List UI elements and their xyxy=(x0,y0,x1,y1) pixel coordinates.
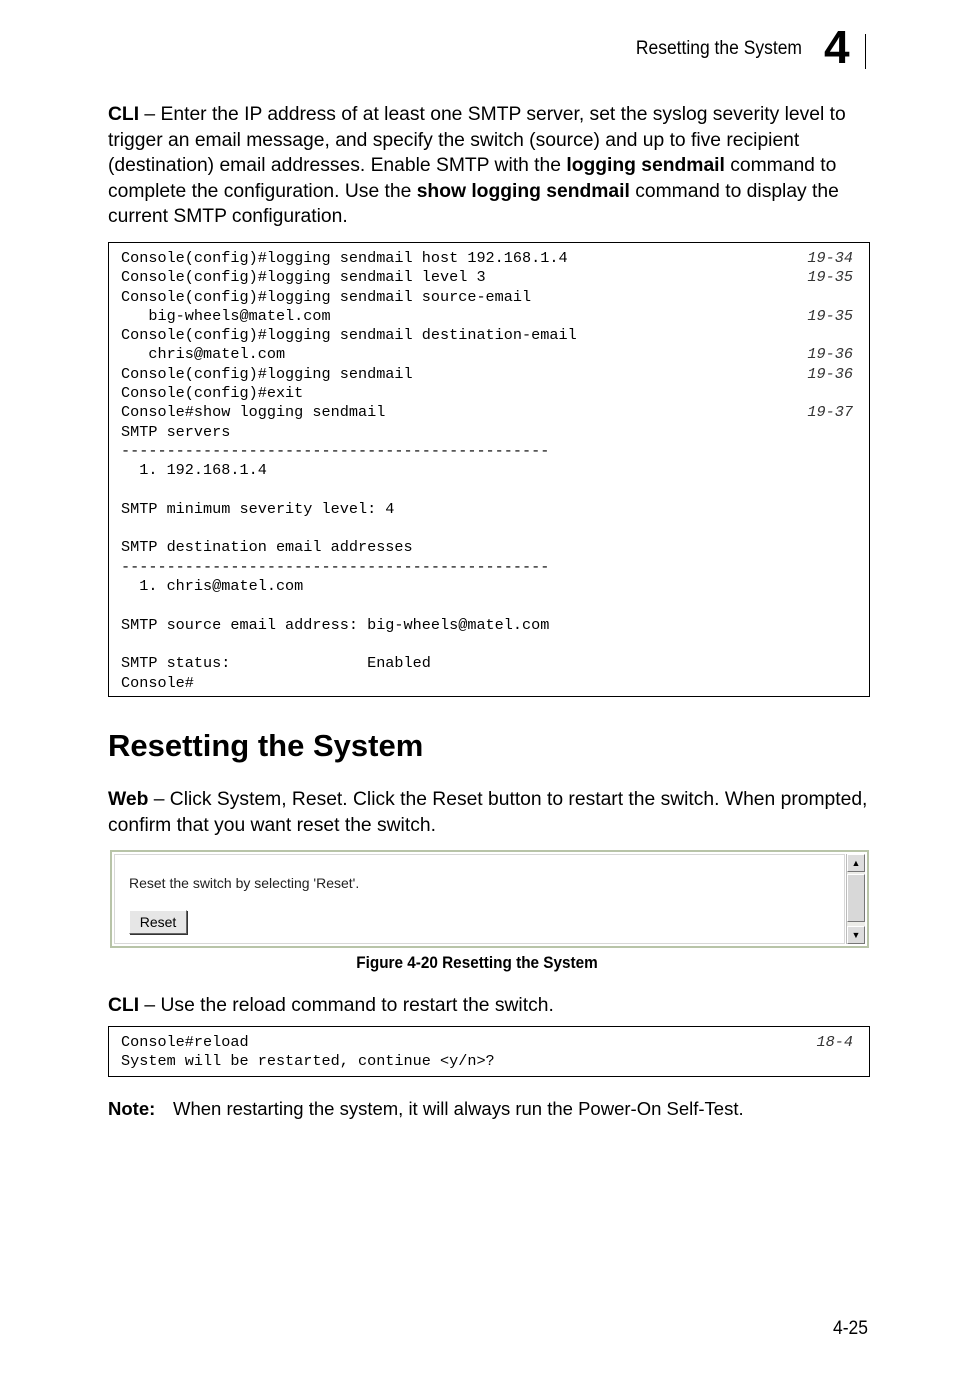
intro-text-2: command to complete the configuration. Use the xyxy=(108,155,837,202)
code-line xyxy=(121,442,853,461)
code-line-text: Console(config)#logging sendmail destination-email xyxy=(121,326,577,345)
code-line xyxy=(121,674,853,693)
code-line-text: Console(config)#exit xyxy=(121,384,304,403)
code-block-sendmail xyxy=(108,242,870,697)
code-line-text: SMTP source email address: big-wheels@matel.com xyxy=(121,615,550,634)
code-line-text: Console(config)#logging sendmail xyxy=(121,364,413,383)
code-line-text: System will be restarted, continue <y/n>? xyxy=(121,1052,495,1071)
code-line-text: SMTP minimum severity level: 4 xyxy=(121,499,395,518)
intro-text-1: – Enter the IP address of at least one SMTP server, set the syslog severity level to trigger an email message, and specify the switch (source) and up to five recipient (destination) email addresses. Enable SMTP with the xyxy=(108,104,846,176)
code-line xyxy=(121,307,853,326)
code-line xyxy=(121,538,853,557)
code-block-reload xyxy=(108,1026,870,1077)
scroll-thumb[interactable] xyxy=(847,874,865,922)
reset-panel xyxy=(114,854,845,944)
scroll-down-icon[interactable]: ▼ xyxy=(847,926,865,944)
code-line-text: SMTP servers xyxy=(121,422,231,441)
page-number: 4-25 xyxy=(833,1318,868,1339)
code-line xyxy=(121,558,853,577)
code-line-text: SMTP status: Enabled xyxy=(121,654,431,673)
cli-text: – Use the reload command to restart the switch. xyxy=(139,995,554,1016)
scroll-up-icon[interactable]: ▲ xyxy=(847,854,865,872)
code-line xyxy=(121,345,853,364)
code-line-text: Console(config)#logging sendmail host 192.168.1.4 xyxy=(121,249,568,267)
code-line-reference: 19-34 xyxy=(807,249,853,267)
code-line-text: Console#reload xyxy=(121,1033,249,1051)
code-line xyxy=(121,577,853,596)
cli-paragraph xyxy=(108,993,870,1019)
web-paragraph xyxy=(108,787,870,838)
code-line-text: chris@matel.com xyxy=(121,345,286,364)
code-line xyxy=(121,1033,853,1052)
code-line-reference: 19-35 xyxy=(807,268,853,287)
code-line-text: big-wheels@matel.com xyxy=(121,306,331,325)
code-line-reference: 18-4 xyxy=(816,1033,853,1051)
code-line-text: SMTP destination email addresses xyxy=(121,538,413,557)
web-text: – Click System, Reset. Click the Reset button to restart the switch. When prompted, confirm that you want reset the switch. xyxy=(108,789,868,836)
intro-paragraph xyxy=(108,102,870,230)
code-line-text: Console(config)#logging sendmail level 3 xyxy=(121,268,486,287)
reset-button[interactable]: Reset xyxy=(129,910,187,934)
intro-text-3: command to display the current SMTP configuration. xyxy=(108,180,839,227)
web-lead: Web xyxy=(108,789,149,810)
reset-message: Reset the switch by selecting 'Reset'. xyxy=(129,875,360,891)
code-line xyxy=(121,365,853,384)
code-line xyxy=(121,288,853,307)
code-line-reference: 19-36 xyxy=(807,364,853,383)
code-line xyxy=(121,423,853,442)
code-line-reference: 19-35 xyxy=(807,306,853,325)
code-line xyxy=(121,326,853,345)
code-line xyxy=(121,596,853,615)
code-line xyxy=(121,384,853,403)
intro-command-2: show logging sendmail xyxy=(416,180,630,202)
intro-command-1: logging sendmail xyxy=(566,155,725,176)
code-line xyxy=(121,500,853,519)
code-line xyxy=(121,249,853,268)
code-line-text: ----------------------------------------------- xyxy=(121,441,550,460)
note-label: Note: xyxy=(108,1098,156,1119)
code-line xyxy=(121,616,853,635)
code-line xyxy=(121,519,853,538)
code-line-reference: 19-36 xyxy=(807,345,853,364)
code-line xyxy=(121,1052,853,1071)
code-line xyxy=(121,654,853,673)
vertical-scrollbar[interactable] xyxy=(846,854,865,944)
code-line-text: Console(config)#logging sendmail source-email xyxy=(121,287,532,306)
cli-lead: CLI xyxy=(108,995,140,1016)
figure-caption: Figure 4-20 Resetting the System xyxy=(356,953,598,972)
reset-screenshot xyxy=(110,850,869,948)
code-line xyxy=(121,635,853,654)
code-line xyxy=(121,481,853,500)
code-line xyxy=(121,268,853,287)
code-line-text: ----------------------------------------------- xyxy=(121,557,550,576)
code-line-text: Console#show logging sendmail xyxy=(121,403,386,422)
note-text: When restarting the system, it will always run the Power-On Self-Test. xyxy=(173,1098,744,1119)
code-line-text: Console# xyxy=(121,673,194,692)
intro-lead: CLI xyxy=(108,104,140,125)
chapter-number: 4 xyxy=(824,21,850,73)
section-heading: Resetting the System xyxy=(108,728,424,763)
code-line xyxy=(121,403,853,422)
code-line-text: 1. 192.168.1.4 xyxy=(121,461,267,480)
code-line-text: 1. chris@matel.com xyxy=(121,577,304,596)
code-line xyxy=(121,461,853,480)
code-line-reference: 19-37 xyxy=(807,403,853,422)
running-header-title: Resetting the System xyxy=(635,38,802,59)
